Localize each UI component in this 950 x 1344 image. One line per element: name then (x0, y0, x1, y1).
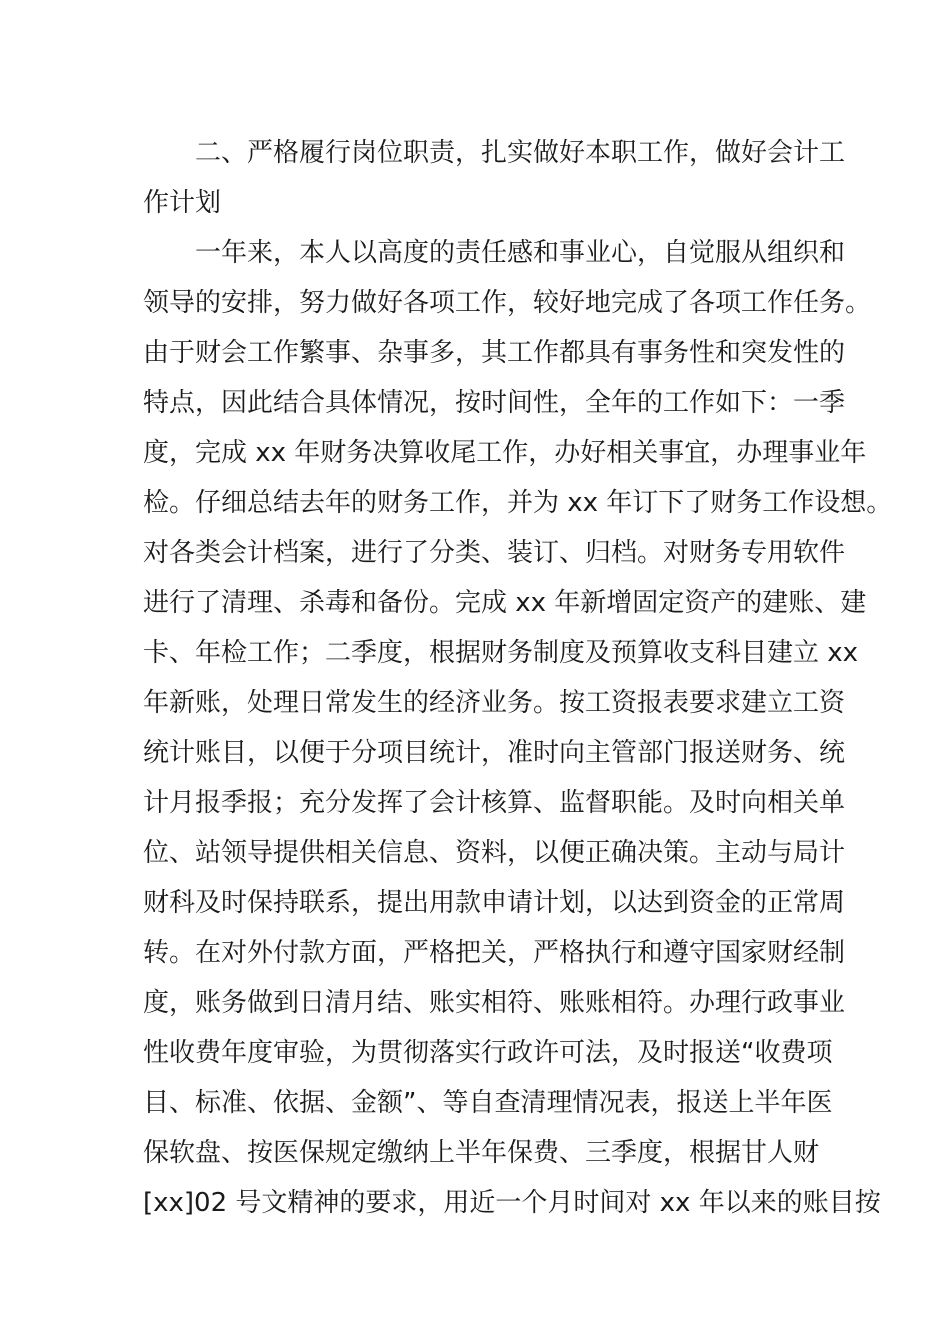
paragraph-line: 领导的安排，努力做好各项工作，较好地完成了各项工作任务。 (143, 288, 872, 318)
document-body (143, 128, 893, 1228)
paragraph-line: [xx]02 号文精神的要求，用近一个月时间对 xx 年以来的账目按 (143, 1188, 881, 1218)
paragraph-line: 位、站领导提供相关信息、资料，以便正确决策。主动与局计 (143, 838, 846, 868)
paragraph-line: 进行了清理、杀毒和备份。完成 xx 年新增固定资产的建账、建 (143, 588, 867, 618)
section-heading-line: 作计划 (143, 188, 222, 218)
paragraph-line: 目、标准、依据、金额”、等自查清理情况表，报送上半年医 (143, 1088, 833, 1118)
section-heading-line: 二、严格履行岗位职责，扎实做好本职工作，做好会计工 (195, 138, 846, 168)
paragraph-line: 特点，因此结合具体情况，按时间性，全年的工作如下：一季 (143, 388, 846, 418)
paragraph-line: 度，完成 xx 年财务决算收尾工作，办好相关事宜，办理事业年 (143, 438, 867, 468)
paragraph-line: 检。仔细总结去年的财务工作，并为 xx 年订下了财务工作设想。 (143, 488, 893, 518)
paragraph-line: 由于财会工作繁事、杂事多，其工作都具有事务性和突发性的 (143, 338, 846, 368)
paragraph-line: 对各类会计档案，进行了分类、装订、归档。对财务专用软件 (143, 538, 846, 568)
paragraph-line: 财科及时保持联系，提出用款申请计划，以达到资金的正常周 (143, 888, 846, 918)
paragraph-line: 性收费年度审验，为贯彻落实行政许可法，及时报送“收费项 (143, 1038, 833, 1068)
paragraph-line: 卡、年检工作；二季度，根据财务制度及预算收支科目建立 xx (143, 638, 859, 668)
paragraph-line: 年新账，处理日常发生的经济业务。按工资报表要求建立工资 (143, 688, 846, 718)
paragraph-line: 计月报季报；充分发挥了会计核算、监督职能。及时向相关单 (143, 788, 846, 818)
paragraph-line: 统计账目，以便于分项目统计，准时向主管部门报送财务、统 (143, 738, 846, 768)
paragraph-line: 度，账务做到日清月结、账实相符、账账相符。办理行政事业 (143, 988, 846, 1018)
paragraph-line: 一年来，本人以高度的责任感和事业心，自觉服从组织和 (195, 238, 846, 268)
paragraph-line: 保软盘、按医保规定缴纳上半年保费、三季度，根据甘人财 (143, 1138, 820, 1168)
paragraph-line: 转。在对外付款方面，严格把关，严格执行和遵守国家财经制 (143, 938, 846, 968)
